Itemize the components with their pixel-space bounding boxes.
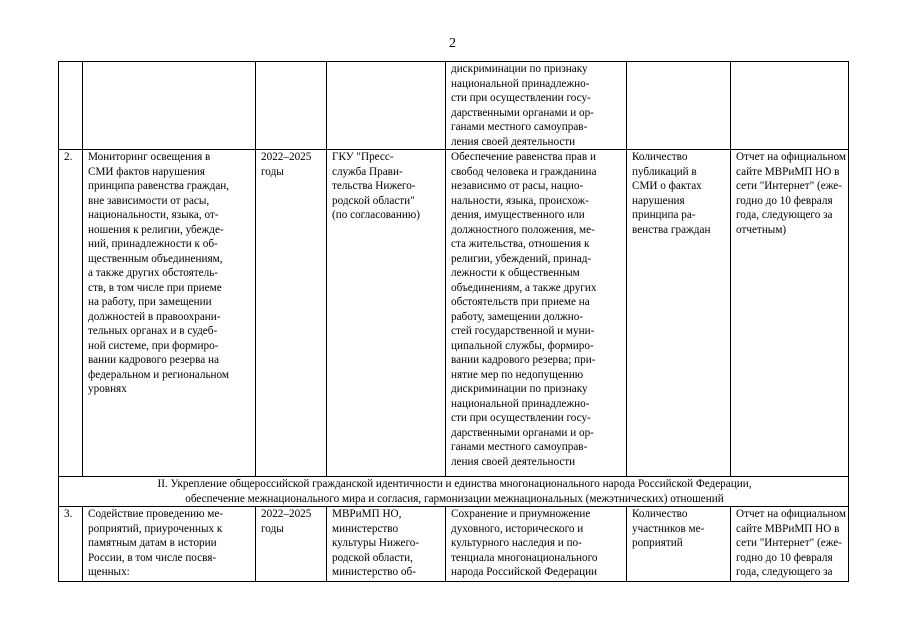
text-line: дарственными органами и ор- (451, 106, 594, 119)
text-line: ципальной службы, формиро- (451, 339, 594, 352)
text-line: обеспечение межнационального мира и согласия, гармонизации межнациональных (межэтнических) отношений (185, 492, 724, 505)
text-line: объединениям, а также других (451, 281, 597, 294)
text-line: принципа равенства граждан, (88, 180, 230, 192)
text-line: вне зависимости от расы, (88, 194, 210, 207)
text-line: годы (261, 522, 284, 535)
text-line: культурного наследия и по- (451, 537, 582, 549)
text-line: II. Укрепление общероссийской гражданской идентичности и единства многонационального народа Российской Федерации, (157, 478, 752, 490)
text-line: нальности, языка, происхож- (451, 194, 589, 207)
section-heading-row (59, 477, 849, 507)
text-line: роприятий (632, 537, 683, 549)
table-row-2 (59, 150, 849, 477)
cell-executor (327, 507, 446, 582)
cell-measures (446, 150, 627, 477)
cell-period (256, 150, 327, 477)
text-line: религии, убеждений, принад- (451, 252, 592, 265)
text-line: России, в том числе посвя- (88, 551, 217, 564)
text-line: федеральном и региональном (88, 368, 230, 381)
text-line: участников ме- (632, 522, 705, 535)
text-line: дискриминации по признаку (451, 383, 588, 395)
text-line: роприятий, приуроченных к (88, 522, 223, 535)
text-line: духовного, исторического и (451, 522, 584, 535)
text-line: нятие мер по недопущению (451, 368, 584, 381)
text-line: годы (261, 165, 284, 178)
text-line: венства граждан (632, 223, 711, 236)
text-line: работу, замещении должно- (451, 310, 584, 323)
text-line: года, следующего за (736, 566, 833, 578)
cell-number: 2. (59, 150, 83, 477)
text-line: тельства Нижего- (332, 180, 416, 192)
text-line: дения, имущественного или (451, 209, 585, 221)
text-line: национальной принадлежно- (451, 397, 590, 410)
cell-indicator (627, 507, 731, 582)
cell-event (83, 150, 256, 477)
text-line: годно до 10 февраля (736, 194, 833, 207)
cell-period (256, 62, 327, 150)
text-line: ления своей деятельности (451, 135, 576, 148)
text-line: ГКУ "Пресс- (332, 151, 394, 163)
text-line: должностей в правоохрани- (88, 310, 221, 323)
cell-report (731, 62, 849, 150)
text-line: национальности, языка, от- (88, 209, 219, 221)
text-line: дарственными органами и ор- (451, 426, 594, 439)
text-line: уровнях (88, 383, 127, 395)
text-line: сайте МВРиМП НО в (736, 522, 840, 535)
text-line: публикаций в (632, 165, 697, 178)
cell-executor (327, 62, 446, 150)
text-line: на работу, при замещении (88, 296, 212, 308)
text-line: родской области, (332, 551, 413, 564)
cell-report (731, 150, 849, 477)
cell-number: 3. (59, 507, 83, 582)
text-line: свобод человека и гражданина (451, 165, 597, 178)
text-line: ста жительства, отношения к (451, 238, 590, 250)
text-line: 2022–2025 (261, 508, 312, 520)
text-line: сети "Интернет" (еже- (736, 180, 842, 192)
text-line: обстоятельств при приеме на (451, 296, 590, 308)
text-line: нарушения (632, 194, 685, 207)
text-line: ний, принадлежности к об- (88, 238, 218, 250)
text-line: МВРиМП НО, (332, 508, 402, 520)
section-heading (59, 477, 849, 507)
text-line: лежности к общественным (451, 267, 580, 279)
cell-event (83, 507, 256, 582)
text-line: Мониторинг освещения в (88, 151, 211, 163)
text-line: памятным датам в истории (88, 537, 217, 549)
text-line: Содействие проведению ме- (88, 508, 224, 520)
cell-measures (446, 507, 627, 582)
cell-executor (327, 150, 446, 477)
cell-period (256, 507, 327, 582)
page-number: 2 (449, 36, 456, 51)
text-line: дискриминации по признаку (451, 63, 588, 75)
text-line: а также других обстоятель- (88, 267, 219, 279)
text-line: культуры Нижего- (332, 537, 420, 549)
text-line: стей государственной и муни- (451, 325, 595, 337)
text-line: независимо от расы, нацио- (451, 180, 584, 192)
text-line: Количество (632, 508, 688, 520)
text-line: ств, в том числе при приеме (88, 281, 222, 294)
text-line: родской области" (332, 194, 415, 207)
cell-event (83, 62, 256, 150)
text-line: вании кадрового резерва на (88, 354, 219, 366)
text-line: народа Российской Федерации (451, 566, 598, 578)
text-line: вании кадрового резерва; при- (451, 354, 596, 366)
text-line: Сохранение и приумножение (451, 508, 591, 520)
cell-number (59, 62, 83, 150)
text-line: министерство (332, 522, 399, 535)
text-line: ной системе, при формиро- (88, 339, 219, 352)
cell-measures (446, 62, 627, 150)
cell-indicator (627, 62, 731, 150)
text-line: тельных органах и в судеб- (88, 325, 218, 337)
text-line: Отчет на официальном (736, 508, 846, 520)
cell-indicator (627, 150, 731, 477)
text-line: сти при осуществлении госу- (451, 412, 591, 424)
text-line: годно до 10 февраля (736, 551, 833, 564)
text-line: (по согласованию) (332, 209, 420, 221)
text-line: СМИ о фактах (632, 180, 702, 192)
text-line: министерство об- (332, 566, 416, 578)
plan-table (58, 61, 849, 582)
text-line: щенных: (88, 566, 130, 578)
text-line: ления своей деятельности (451, 455, 576, 468)
text-line: Обеспечение равенства прав и (451, 151, 596, 163)
text-line: ношения к религии, убежде- (88, 223, 224, 236)
text-line: принципа ра- (632, 209, 696, 221)
cell-report (731, 507, 849, 582)
text-line: ганами местного самоуправ- (451, 441, 588, 453)
text-line: щественным объединениям, (88, 252, 223, 265)
text-line: сети "Интернет" (еже- (736, 537, 842, 549)
text-line: служба Прави- (332, 165, 403, 178)
table-row-3 (59, 507, 849, 582)
text-line: сайте МВРиМП НО в (736, 165, 840, 178)
text-line: СМИ фактов нарушения (88, 165, 205, 178)
text-line: должностного положения, ме- (451, 223, 595, 236)
text-line: национальной принадлежно- (451, 77, 590, 90)
text-line: ганами местного самоуправ- (451, 121, 588, 133)
text-line: сти при осуществлении госу- (451, 92, 591, 104)
text-line: отчетным) (736, 223, 787, 236)
text-line: Количество (632, 151, 688, 163)
text-line: тенциала многонационального (451, 551, 598, 564)
text-line: 2022–2025 (261, 151, 312, 163)
text-line: года, следующего за (736, 209, 833, 221)
table-row-continuation (59, 62, 849, 150)
text-line: Отчет на официальном (736, 151, 846, 163)
